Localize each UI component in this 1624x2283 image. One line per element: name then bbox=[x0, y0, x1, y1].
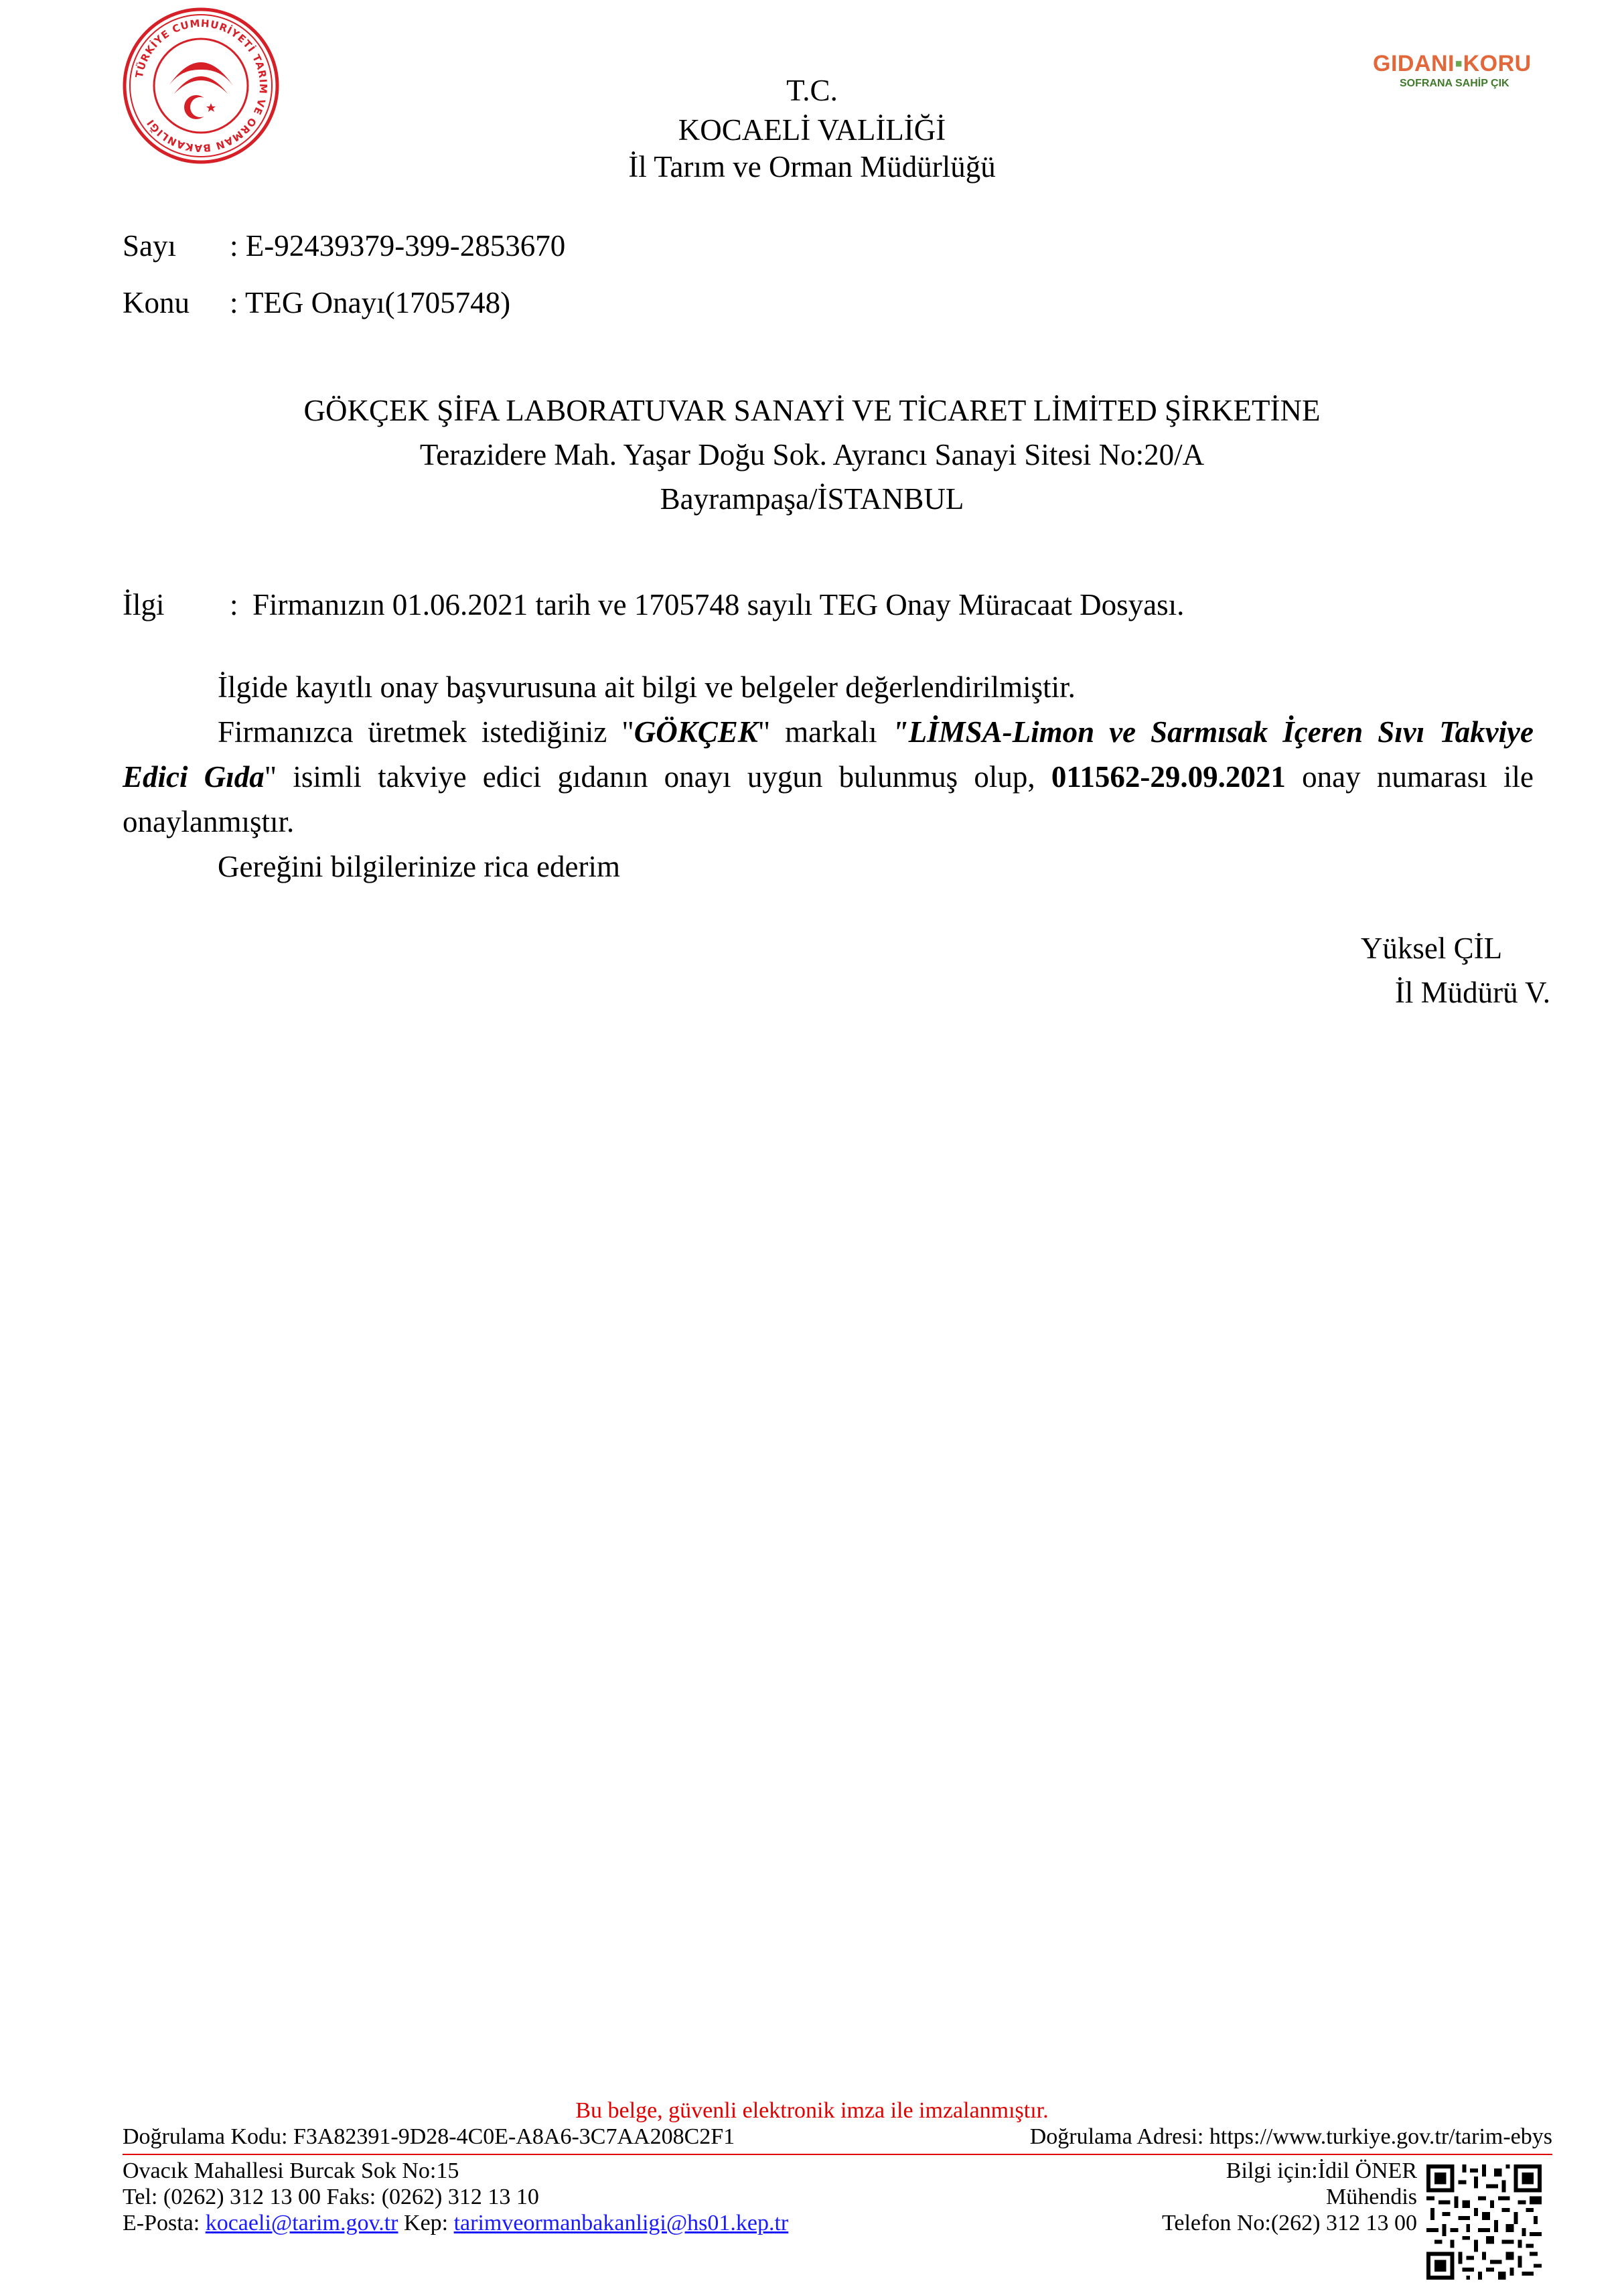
kep-link[interactable]: tarimveormanbakanligi@hs01.kep.tr bbox=[453, 2211, 789, 2235]
konu-row bbox=[0, 285, 1624, 325]
signature-block bbox=[1313, 926, 1550, 1015]
footer-tel-fax: Tel: (0262) 312 13 00 Faks: (0262) 312 13 10 bbox=[123, 2185, 539, 2209]
sayi-label: Sayı bbox=[123, 229, 177, 263]
gidani-koru-logo: GIDANI▪KORU SOFRANA SAHİP ÇIK bbox=[1373, 51, 1532, 89]
signer-name: Yüksel ÇİL bbox=[1360, 932, 1503, 965]
konu-value: : TEG Onayı(1705748) bbox=[230, 286, 511, 319]
header-governorship: KOCAELİ VALİLİĞİ bbox=[678, 113, 946, 147]
qr-code[interactable] bbox=[1426, 2164, 1542, 2280]
header-directorate: İl Tarım ve Orman Müdürlüğü bbox=[628, 150, 996, 183]
product-name: "LİMSA-Limon ve Sarmısak İçeren Sıvı Takviye Edici Gıda bbox=[123, 715, 1534, 794]
ilgi-colon: : bbox=[230, 588, 238, 621]
brand-name: GÖKÇEK bbox=[634, 715, 758, 749]
signer-title: İl Müdürü V. bbox=[1394, 976, 1550, 1009]
header-tc: T.C. bbox=[786, 74, 838, 107]
footer-contact bbox=[123, 2158, 788, 2236]
footer-divider bbox=[123, 2154, 1552, 2155]
footer-info bbox=[1005, 2158, 1417, 2236]
body-paragraph-1: İlgide kayıtlı onay başvurusuna ait bilgi ve belgeler değerlendirilmiştir. bbox=[218, 670, 1076, 704]
letter-body bbox=[123, 665, 1534, 889]
footer-email-kep: E-Posta: kocaeli@tarim.gov.tr Kep: tarimveormanbakanligi@hs01.kep.tr bbox=[123, 2211, 789, 2235]
recipient-name: GÖKÇEK ŞİFA LABORATUVAR SANAYİ VE TİCARET LİMİTED ŞİRKETİNE bbox=[303, 394, 1321, 427]
footer-address: Ovacık Mahallesi Burcak Sok No:15 bbox=[123, 2158, 459, 2183]
ilgi-label: İlgi bbox=[123, 588, 165, 621]
verification-address[interactable]: Doğrulama Adresi: https://www.turkiye.gov.tr/tarim-ebys bbox=[1029, 2124, 1552, 2149]
approval-number: 011562-29.09.2021 bbox=[1051, 760, 1286, 794]
svg-text:TÜRKİYE CUMHURİYETİ TARIM VE O: TÜRKİYE CUMHURİYETİ TARIM VE ORMAN BAKANLIĞI bbox=[133, 17, 270, 155]
body-paragraph-2: Firmanızca üretmek istediğiniz "GÖKÇEK" markalı "LİMSA-Limon ve Sarmısak İçeren Sıvı Takviye Edici Gıda" isimli takviye edici gıdanın onayı uygun bulunmuş olup, 011562-29.09.2021 onay numarası ile onaylanmıştır. bbox=[123, 715, 1534, 838]
ilgi-value: Firmanızın 01.06.2021 tarih ve 1705748 sayılı TEG Onay Müracaat Dosyası. bbox=[252, 588, 1185, 621]
footer-info-person: Bilgi için:İdil ÖNER bbox=[1226, 2158, 1417, 2183]
body-paragraph-3: Gereğini bilgilerinize rica ederim bbox=[218, 850, 620, 883]
verification-code: Doğrulama Kodu: F3A82391-9D28-4C0E-A8A6-3C7AA208C2F1 bbox=[123, 2124, 735, 2149]
sayi-row bbox=[0, 228, 1624, 268]
konu-label: Konu bbox=[123, 286, 190, 319]
recipient-city: Bayrampaşa/İSTANBUL bbox=[660, 482, 964, 516]
recipient-address: Terazidere Mah. Yaşar Doğu Sok. Ayrancı Sanayi Sitesi No:20/A bbox=[419, 438, 1205, 471]
footer-info-title: Mühendis bbox=[1326, 2185, 1417, 2209]
sayi-value: : E-92439379-399-2853670 bbox=[230, 229, 566, 263]
verification-row bbox=[123, 2124, 1552, 2150]
footer-phone: Telefon No:(262) 312 13 00 bbox=[1162, 2211, 1417, 2235]
ilgi-row bbox=[0, 587, 1624, 627]
email-link[interactable]: kocaeli@tarim.gov.tr bbox=[205, 2211, 398, 2235]
esign-notice: Bu belge, güvenli elektronik imza ile imzalanmıştır. bbox=[575, 2098, 1049, 2123]
